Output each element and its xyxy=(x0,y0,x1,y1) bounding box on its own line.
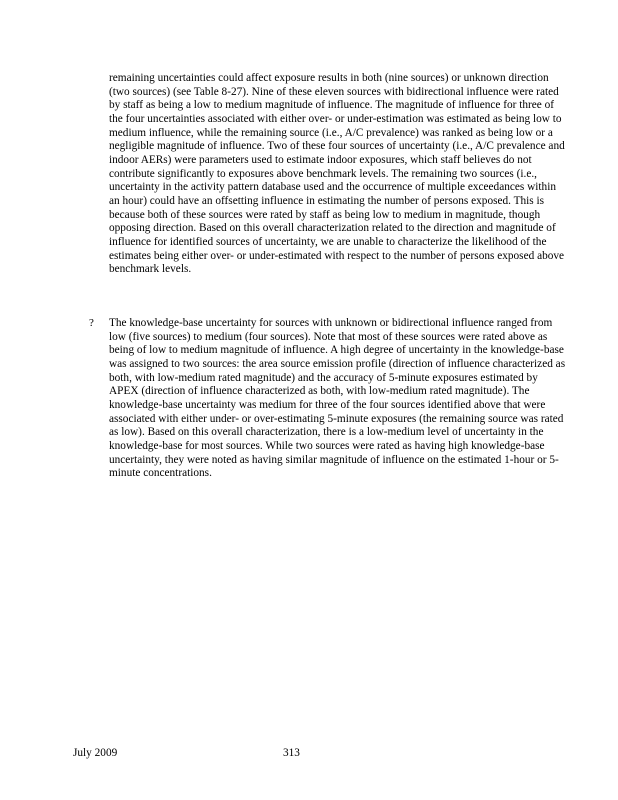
body-paragraph-2: The knowledge-base uncertainty for sources with unknown or bidirectional influence ranged from low (five sources) to medium (four sources). Note that most of these sources were rated above as being of low to medium magnitude of influence. A high degree of uncertainty in the knowledge-base was assigned to two sources: the area source emission profile (direction of influence characterized as both, with low-medium rated magnitude) and the accuracy of 5-minute exposures estimated by APEX (direction of influence characterized as both, with low-medium rated magnitude). The knowledge-base uncertainty was medium for three of the four sources identified above that were associated with either under- or over-estimating 5-minute exposures (the remaining source was rated as low). Based on this overall characterization, there is a low-medium level of uncertainty in the knowledge-base for most sources. While two sources were rated as having high knowledge-base uncertainty, they were noted as having similar magnitude of influence on the estimated 1-hour or 5-minute concentrations. xyxy=(109,317,566,480)
body-paragraph-1: remaining uncertainties could affect exposure results in both (nine sources) or unknown direction (two sources) (see Table 8-27). Nine of these eleven sources with bidirectional influence were rated by staff as being a low to medium magnitude of influence. The magnitude of influence for three of the four uncertainties associated with either over- or under-estimation was estimated as being low to medium influence, while the remaining source (i.e., A/C prevalence) was ranked as being low or a negligible magnitude of influence. Two of these four sources of uncertainty (i.e., A/C prevalence and indoor AERs) were parameters used to estimate indoor exposures, which staff believes do not contribute significantly to exposures above benchmark levels. The remaining two sources (i.e., uncertainty in the activity pattern database used and the occurrence of multiple exceedances within an hour) could have an offsetting influence in estimating the number of persons exposed. This is because both of these sources were rated by staff as being low to medium in magnitude, though opposing direction. Based on this overall characterization related to the direction and magnitude of influence for identified sources of uncertainty, we are unable to characterize the likelihood of the estimates being either over- or under-estimated with respect to the number of persons exposed above benchmark levels. xyxy=(109,72,565,276)
bullet-marker: ? xyxy=(89,317,94,329)
page-number: 313 xyxy=(283,747,300,759)
footer-date: July 2009 xyxy=(73,747,118,759)
